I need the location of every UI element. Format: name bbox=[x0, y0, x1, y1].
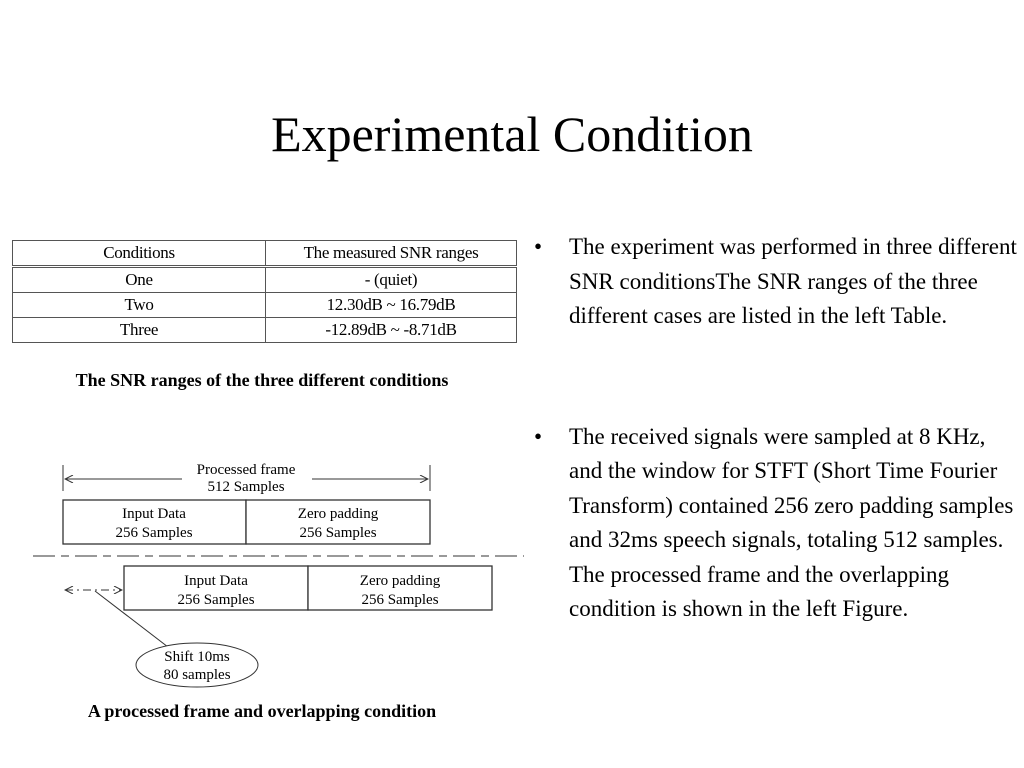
frame-overlap-diagram bbox=[0, 455, 530, 695]
frame1-input-label: Input Data bbox=[122, 506, 186, 522]
table-cell-condition: Three bbox=[13, 318, 266, 343]
frame2-zero-size: 256 Samples bbox=[361, 592, 439, 608]
frame1-zero-label: Zero padding bbox=[297, 506, 379, 522]
frame2-input-label: Input Data bbox=[184, 573, 248, 589]
table-cell-condition: One bbox=[13, 267, 266, 293]
shift-samples: 80 samples bbox=[163, 667, 231, 683]
table-cell-condition: Two bbox=[13, 293, 266, 318]
bullet-list bbox=[530, 230, 1020, 627]
frame1-zero-size: 256 Samples bbox=[299, 525, 377, 541]
shift-label: Shift 10ms bbox=[164, 649, 230, 665]
table-cell-snr: - (quiet) bbox=[266, 267, 517, 293]
table-caption: The SNR ranges of the three different conditions bbox=[75, 370, 449, 390]
processed-frame-label: Processed frame bbox=[196, 462, 296, 478]
processed-frame-size: 512 Samples bbox=[207, 479, 285, 495]
snr-table bbox=[12, 240, 517, 343]
diagram-caption: A processed frame and overlapping condition bbox=[87, 701, 437, 721]
table-header-row bbox=[13, 241, 517, 267]
table-cell-snr: 12.30dB ~ 16.79dB bbox=[266, 293, 517, 318]
table-header-snr: The measured SNR ranges bbox=[266, 241, 517, 267]
bullet-item: • The experiment was performed in three different SNR conditionsThe SNR ranges of the three different cases are listed in the left Table. bbox=[530, 230, 1020, 334]
table-row bbox=[13, 318, 517, 343]
slide-title: Experimental Condition bbox=[271, 106, 753, 162]
table-row bbox=[13, 267, 517, 293]
table-cell-snr: -12.89dB ~ -8.71dB bbox=[266, 318, 517, 343]
frame1-input-size: 256 Samples bbox=[115, 525, 193, 541]
frame2-input-size: 256 Samples bbox=[177, 592, 255, 608]
table-header-conditions: Conditions bbox=[13, 241, 266, 267]
frame2-zero-label: Zero padding bbox=[359, 573, 441, 589]
table-row bbox=[13, 293, 517, 318]
bullet-item: • The received signals were sampled at 8 KHz, and the window for STFT (Short Time Fourier Transform) contained 256 zero padding samples and 32ms speech signals, totaling 512 samples. The processed frame and the overlapping condition is shown in the left Figure. bbox=[530, 420, 1020, 627]
